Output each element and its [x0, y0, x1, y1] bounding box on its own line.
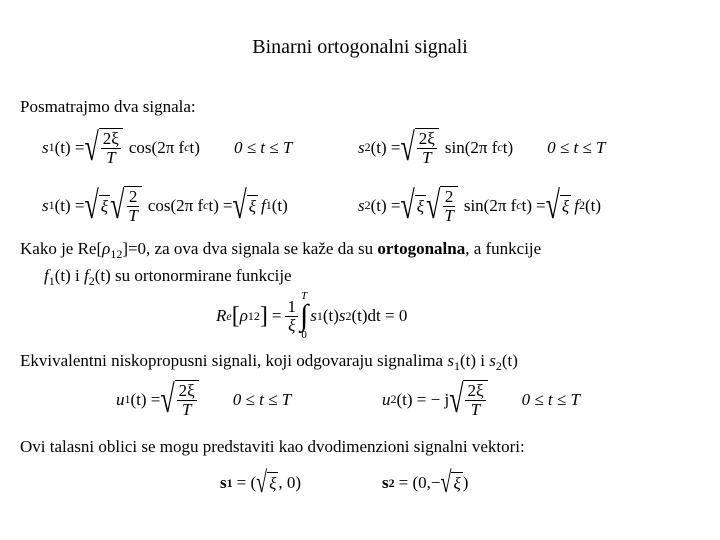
term-close: t)	[208, 195, 219, 215]
equation-s1-basis: s 1 (t) = √ ξ √ $\frac{2}{T}$ cos(2π f c t) = √ ξ f 1 (t)	[42, 183, 288, 227]
xi-symbol: ξ	[269, 474, 277, 493]
basis-f: f	[261, 195, 266, 215]
basis-f: f	[44, 266, 49, 285]
fraction-numerator: 1	[287, 296, 296, 316]
symbol-s: s	[42, 137, 49, 157]
symbol-u: u	[382, 389, 391, 409]
symbol-s: s	[489, 351, 496, 370]
subscript: 2	[345, 308, 352, 323]
sqrt-sign: √	[84, 183, 99, 227]
bold-term: ortogonalna	[377, 239, 466, 258]
subscript: 2	[578, 198, 585, 212]
subscript: 2	[364, 140, 371, 154]
fraction-numerator: 2ξ	[178, 381, 195, 400]
page-title: Binarni ortogonalni signali	[252, 36, 468, 58]
eq-lhs-tail: (t) =	[370, 137, 401, 157]
range-condition: 0 ≤ t ≤ T	[521, 389, 580, 409]
eq-lhs-tail: (t) =	[370, 195, 401, 215]
sin-term: sin(2π f	[463, 195, 517, 215]
term-close: (t)	[271, 195, 288, 215]
vectors-paragraph: Ovi talasni oblici se mogu predstaviti kao dvodimenzioni signalni vektori:	[20, 437, 525, 456]
eq-lhs-tail: (t) = − j	[396, 389, 450, 409]
symbol-s: s	[42, 195, 49, 215]
symbol-s: s	[447, 351, 454, 370]
sqrt-sign: √	[84, 125, 99, 169]
vector-s: s	[220, 473, 227, 492]
basis-f: f	[574, 195, 579, 215]
range-condition: 0 ≤ t ≤ T	[232, 389, 292, 409]
equation-s2-definition	[358, 125, 606, 169]
intro-text: Posmatrajmo dva signala:	[20, 97, 196, 116]
equation-u2	[382, 377, 580, 421]
basis-f: f	[84, 266, 89, 285]
sqrt-sign: √	[400, 183, 415, 227]
range-condition: 0 ≤ t ≤ T	[233, 137, 293, 157]
term-close: t)	[521, 195, 533, 215]
sqrt-sign: √	[232, 183, 247, 227]
integral-tail: (t)dt = 0	[351, 306, 408, 325]
symbol-s: s	[358, 195, 365, 215]
fraction-denominator: T	[181, 400, 192, 419]
subscript: c	[203, 198, 209, 212]
sqrt-sign: √	[426, 183, 441, 227]
fraction-numerator: 2	[444, 187, 454, 206]
lowpass-paragraph	[20, 350, 518, 377]
subscript: c	[516, 198, 522, 212]
eq-lhs-tail: (t) =	[54, 137, 85, 157]
symbol-s: s	[358, 137, 365, 157]
subscript: 1	[453, 359, 460, 373]
para-text: ]=0, za ova dva signala se kaže da su	[122, 239, 378, 258]
fraction-denominator: T	[128, 206, 138, 225]
subscript: 12	[110, 247, 123, 261]
subscript: 1	[316, 308, 323, 323]
subscript: e	[226, 308, 232, 323]
para-text: (t)	[501, 351, 518, 370]
subscript: 2	[364, 198, 371, 212]
sqrt-sign: √	[160, 377, 175, 421]
sqrt-sign: √	[449, 377, 464, 421]
subscript: 1	[48, 140, 55, 154]
equation-s1-definition	[42, 125, 293, 169]
rho-symbol: ρ	[102, 239, 111, 258]
subscript: c	[184, 140, 190, 154]
cos-term: cos(2π f	[128, 137, 185, 157]
equation-vector-s1	[220, 466, 302, 500]
sqrt-sign: √	[440, 466, 452, 500]
sqrt-sign: √	[400, 125, 415, 169]
xi-symbol: ξ	[416, 196, 425, 216]
subscript: 2	[88, 274, 95, 288]
subscript: 12	[247, 308, 260, 323]
vector-s: s	[382, 473, 389, 492]
real-part-symbol: R	[216, 306, 227, 325]
para-text: (t) i	[459, 351, 490, 370]
subscript: c	[497, 140, 503, 154]
xi-symbol: ξ	[100, 196, 109, 216]
para-text: Ekvivalentni niskopropusni signali, koji odgovaraju signalima	[20, 351, 448, 370]
sqrt-sign: √	[545, 183, 560, 227]
subscript: 1	[124, 392, 131, 406]
xi-symbol: ξ	[453, 474, 461, 493]
equation-u1	[116, 377, 292, 421]
fraction-numerator: 2ξ	[102, 129, 119, 148]
integral-upper-limit: T	[301, 290, 308, 302]
fraction-denominator: T	[106, 148, 116, 167]
term-close: (t)	[322, 306, 339, 325]
term-close: t)	[189, 137, 200, 157]
equation-vector-s2	[382, 466, 469, 500]
fraction-denominator: ξ	[288, 315, 296, 335]
vector-close: )	[462, 473, 469, 492]
fraction-denominator: T	[444, 206, 454, 225]
integral-lower-limit: 0	[301, 329, 307, 341]
para-text: (t) i	[54, 266, 85, 285]
xi-symbol: ξ	[248, 196, 257, 216]
xi-symbol: ξ	[561, 196, 570, 216]
rho-symbol: ρ	[239, 306, 248, 325]
symbol-u: u	[116, 389, 125, 409]
fraction-numerator: 2ξ	[467, 381, 484, 400]
para-text: (t) su ortonormirane funkcije	[94, 266, 292, 285]
para-text: Kako je Re[	[20, 239, 103, 258]
integral-equation: R e [ ρ 12 ] = $\frac{1}{\xi}$ T ∫ 0 s 1 (t) s 2 (t)dt = 0	[216, 290, 408, 341]
subscript: 2	[390, 392, 397, 406]
subscript: 1	[265, 198, 272, 212]
symbol-s: s	[310, 306, 317, 325]
sin-term: sin(2π f	[444, 137, 498, 157]
vector-open: = (	[236, 473, 257, 492]
vector-close: , 0)	[278, 473, 302, 492]
subscript: 2	[495, 359, 502, 373]
equals-sign: =	[271, 306, 282, 325]
eq-lhs-tail: (t) =	[54, 195, 85, 215]
vector-open: = (0,−	[398, 473, 441, 492]
range-condition: 0 ≤ t ≤ T	[547, 137, 606, 157]
fraction-numerator: 2ξ	[418, 129, 435, 148]
sqrt-sign: √	[256, 466, 268, 500]
orthogonality-paragraph	[20, 238, 710, 292]
symbol-s: s	[338, 306, 346, 325]
eq-lhs-tail: (t) =	[130, 389, 161, 409]
fraction-denominator: T	[422, 148, 432, 167]
para-text: , a funkcije	[465, 239, 542, 258]
subscript: 2	[388, 475, 395, 490]
equation-s2-basis: s 2 (t) = √ ξ √ $\frac{2}{T}$ sin(2π f c t) = √ ξ f 2 (t)	[358, 183, 601, 227]
fraction-denominator: T	[470, 400, 481, 419]
term-close: (t)	[584, 195, 601, 215]
integral-sign-icon: ∫	[299, 299, 309, 332]
term-close: t)	[502, 137, 514, 157]
subscript: 1	[226, 475, 233, 490]
cos-term: cos(2π f	[147, 195, 204, 215]
subscript: 1	[48, 198, 55, 212]
sqrt-sign: √	[110, 183, 125, 227]
fraction-numerator: 2	[128, 187, 138, 206]
subscript: 1	[48, 274, 55, 288]
